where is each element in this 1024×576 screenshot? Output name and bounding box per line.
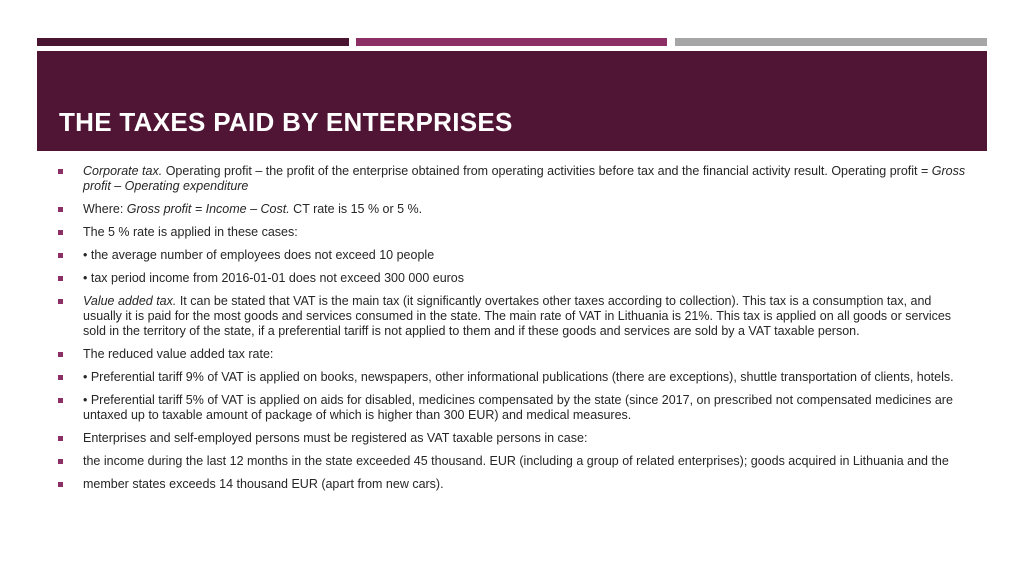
body-text: Operating profit – the profit of the enterprise obtained from operating activities before tax and the financial activity result. Operating profit = bbox=[162, 164, 932, 178]
body-text: • Preferential tariff 9% of VAT is applied on books, newspapers, other informational publications (there are exceptions), shuttle transportation of clients, hotels. bbox=[83, 370, 954, 384]
body-text: member states exceeds 14 thousand EUR (apart from new cars). bbox=[83, 477, 444, 491]
accent-stripe-right bbox=[675, 38, 987, 46]
italic-text: Value added tax. bbox=[83, 294, 177, 308]
accent-stripe-middle bbox=[356, 38, 667, 46]
italic-text: Gross profit = Income – Cost. bbox=[126, 202, 290, 216]
square-bullet-icon bbox=[58, 459, 63, 464]
square-bullet-icon bbox=[58, 253, 63, 258]
body-text: CT rate is 15 % or 5 %. bbox=[289, 202, 423, 216]
bullet-item bbox=[56, 294, 966, 339]
italic-text: Gross profit – Operating expenditure bbox=[83, 164, 966, 193]
body-text: Enterprises and self-employed persons must be registered as VAT taxable persons in case: bbox=[83, 431, 588, 445]
bullet-item bbox=[56, 271, 966, 286]
bullet-item bbox=[56, 347, 966, 362]
bullet-item bbox=[56, 431, 966, 446]
body-text: The 5 % rate is applied in these cases: bbox=[83, 225, 298, 239]
square-bullet-icon bbox=[58, 375, 63, 380]
square-bullet-icon bbox=[58, 398, 63, 403]
bullet-item bbox=[56, 370, 966, 385]
slide-title: THE TAXES PAID BY ENTERPRISES bbox=[59, 107, 513, 137]
body-text: • Preferential tariff 5% of VAT is applied on aids for disabled, medicines compensated by the state (since 2017, on prescribed not compensated medicines are untaxed up to taxable amount of package of which is higher than 300 EUR) and medical measures. bbox=[83, 393, 953, 422]
square-bullet-icon bbox=[58, 482, 63, 487]
square-bullet-icon bbox=[58, 436, 63, 441]
title-band bbox=[37, 51, 987, 151]
body-text: Where: bbox=[83, 202, 127, 216]
body-text: • tax period income from 2016-01-01 does not exceed 300 000 euros bbox=[83, 271, 465, 285]
square-bullet-icon bbox=[58, 169, 63, 174]
body-text: The reduced value added tax rate: bbox=[83, 347, 274, 361]
square-bullet-icon bbox=[58, 230, 63, 235]
italic-text: Corporate tax. bbox=[83, 164, 163, 178]
body-text: the income during the last 12 months in the state exceeded 45 thousand. EUR (including a group of related enterprises); goods acquired in Lithuania and the bbox=[83, 454, 949, 468]
accent-stripe-left bbox=[37, 38, 349, 46]
bullet-item bbox=[56, 393, 966, 423]
bullet-item bbox=[56, 248, 966, 263]
bullet-item bbox=[56, 454, 966, 469]
bullet-list bbox=[56, 164, 966, 500]
square-bullet-icon bbox=[58, 352, 63, 357]
square-bullet-icon bbox=[58, 276, 63, 281]
bullet-item bbox=[56, 225, 966, 240]
body-text: It can be stated that VAT is the main tax (it significantly overtakes other taxes according to collection). This tax is a consumption tax, and usually it is paid for the most goods and services consumed in the state. The main rate of VAT in Lithuania is 21%. This tax is applied on all goods or services sold in the territory of the state, if a preferential tariff is not applied to them and if these goods and services are sold by a VAT taxable person. bbox=[83, 294, 952, 338]
body-text: • the average number of employees does not exceed 10 people bbox=[83, 248, 435, 262]
square-bullet-icon bbox=[58, 299, 63, 304]
bullet-item bbox=[56, 477, 966, 492]
bullet-item bbox=[56, 164, 966, 194]
bullet-item bbox=[56, 202, 966, 217]
square-bullet-icon bbox=[58, 207, 63, 212]
